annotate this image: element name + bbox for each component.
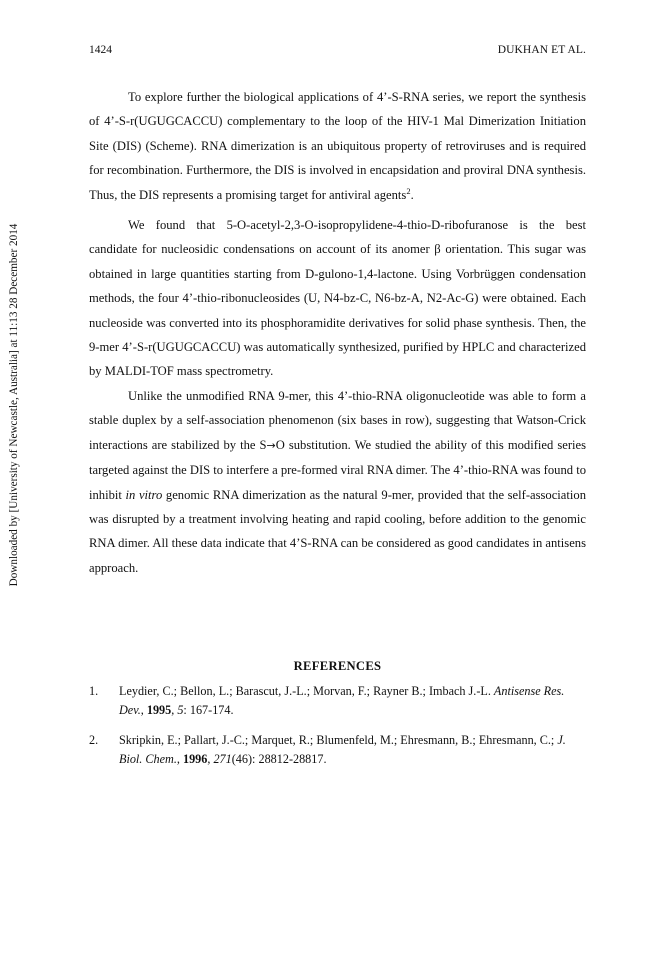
reference-separator: , <box>176 751 183 766</box>
reference-item <box>89 682 586 719</box>
reference-journal: J. Biol. Chem. <box>119 733 566 766</box>
paragraph-1-end: . <box>410 187 414 202</box>
arrow-symbol: → <box>266 438 276 452</box>
paragraph-synthesis: We found that 5-O-acetyl-2,3-O-isopropylidene-4-thio-D-ribofuranose is the best candidate for nucleosidic condensations on account of its anomer β orientation. This sugar was obtained in large quantities starting from D-gulono-1,4-lactone. Using Vorbrüggen condensation methods, the four 4’-thio-ribonucleosides (U, N4-bz-C, N6-bz-A, N2-Ac-G) were obtained. Each nucleoside was converted into its phosphoramidite derivatives for solid phase synthesis. Then, the 9-mer 4’-S-r(UGUGCACCU) was automatically synthesized, purified by HPLC and characterized by MALDI-TOF mass spectrometry. <box>89 218 586 379</box>
download-note-text: Downloaded by [University of Newcastle, Australia] at 11:13 28 December 2014 <box>8 223 20 587</box>
reference-authors: Leydier, C.; Bellon, L.; Barascut, J.-L.; Morvan, F.; Rayner B.; Imbach J.-L. <box>119 684 494 698</box>
reference-separator: , <box>171 702 178 717</box>
reference-number: 1. <box>89 684 99 698</box>
reference-volume: 271 <box>213 751 232 766</box>
running-head: DUKHAN ET AL. <box>497 44 586 56</box>
citation-superscript: 2 <box>406 185 411 196</box>
reference-item <box>89 731 586 768</box>
reference-number: 2. <box>89 733 99 747</box>
reference-year: 1996 <box>182 751 208 766</box>
reference-volume: 5 <box>177 702 184 717</box>
paragraph-3-part-b: O substitution. We studied the ability of this modified series targeted against the DIS to interfere a pre-formed viral RNA dimer. The 4’-thio-RNA was found to inhibit <box>89 437 587 502</box>
paragraph-results <box>89 384 586 580</box>
download-watermark <box>7 85 21 725</box>
reference-pages: (46): 28812-28817. <box>231 751 327 766</box>
page-header <box>89 44 586 60</box>
reference-pages: : 167-174. <box>183 702 234 717</box>
references-heading: REFERENCES <box>293 659 382 673</box>
reference-journal: Antisense Res. Dev. <box>119 684 565 717</box>
reference-separator: , <box>140 702 147 717</box>
page-number: 1424 <box>89 44 112 56</box>
references-list <box>89 682 586 780</box>
paragraph-3-part-c: genomic RNA dimerization as the natural 9-mer, provided that the self-association was disrupted by a treatment involving heating and rapid cooling, before addition to the genomic RNA dimer. All these data indicate that 4’S-RNA can be considered as good candidates in antisens approach. <box>89 487 586 575</box>
paragraph-introduction <box>89 85 586 207</box>
italic-in-vitro: in vitro <box>125 487 163 502</box>
main-body <box>89 85 586 580</box>
reference-authors: Skripkin, E.; Pallart, J.-C.; Marquet, R.; Blumenfeld, M.; Ehresmann, B.; Ehresmann, C.; <box>119 733 558 747</box>
paragraph-3-part-a: Unlike the unmodified RNA 9-mer, this 4’-thio-RNA oligonucleotide was able to form a stable duplex by a self-association phenomenon (six bases in row), suggesting that Watson-Crick interactions are stabilized by the S <box>89 388 586 452</box>
reference-separator: , <box>207 751 214 766</box>
paragraph-1-text: To explore further the biological applications of 4’-S-RNA series, we report the synthesis of 4’-S-r(UGUGCACCU) complementary to the loop of the HIV-1 Mal Dimerization Initiation Site (DIS) (Scheme). RNA dimerization is an ubiquitous property of retroviruses and is required for recombination. Furthermore, the DIS is involved in encapsidation and proviral DNA synthesis. Thus, the DIS represents a promising target for antiviral agents <box>89 90 586 202</box>
reference-year: 1995 <box>146 702 172 717</box>
